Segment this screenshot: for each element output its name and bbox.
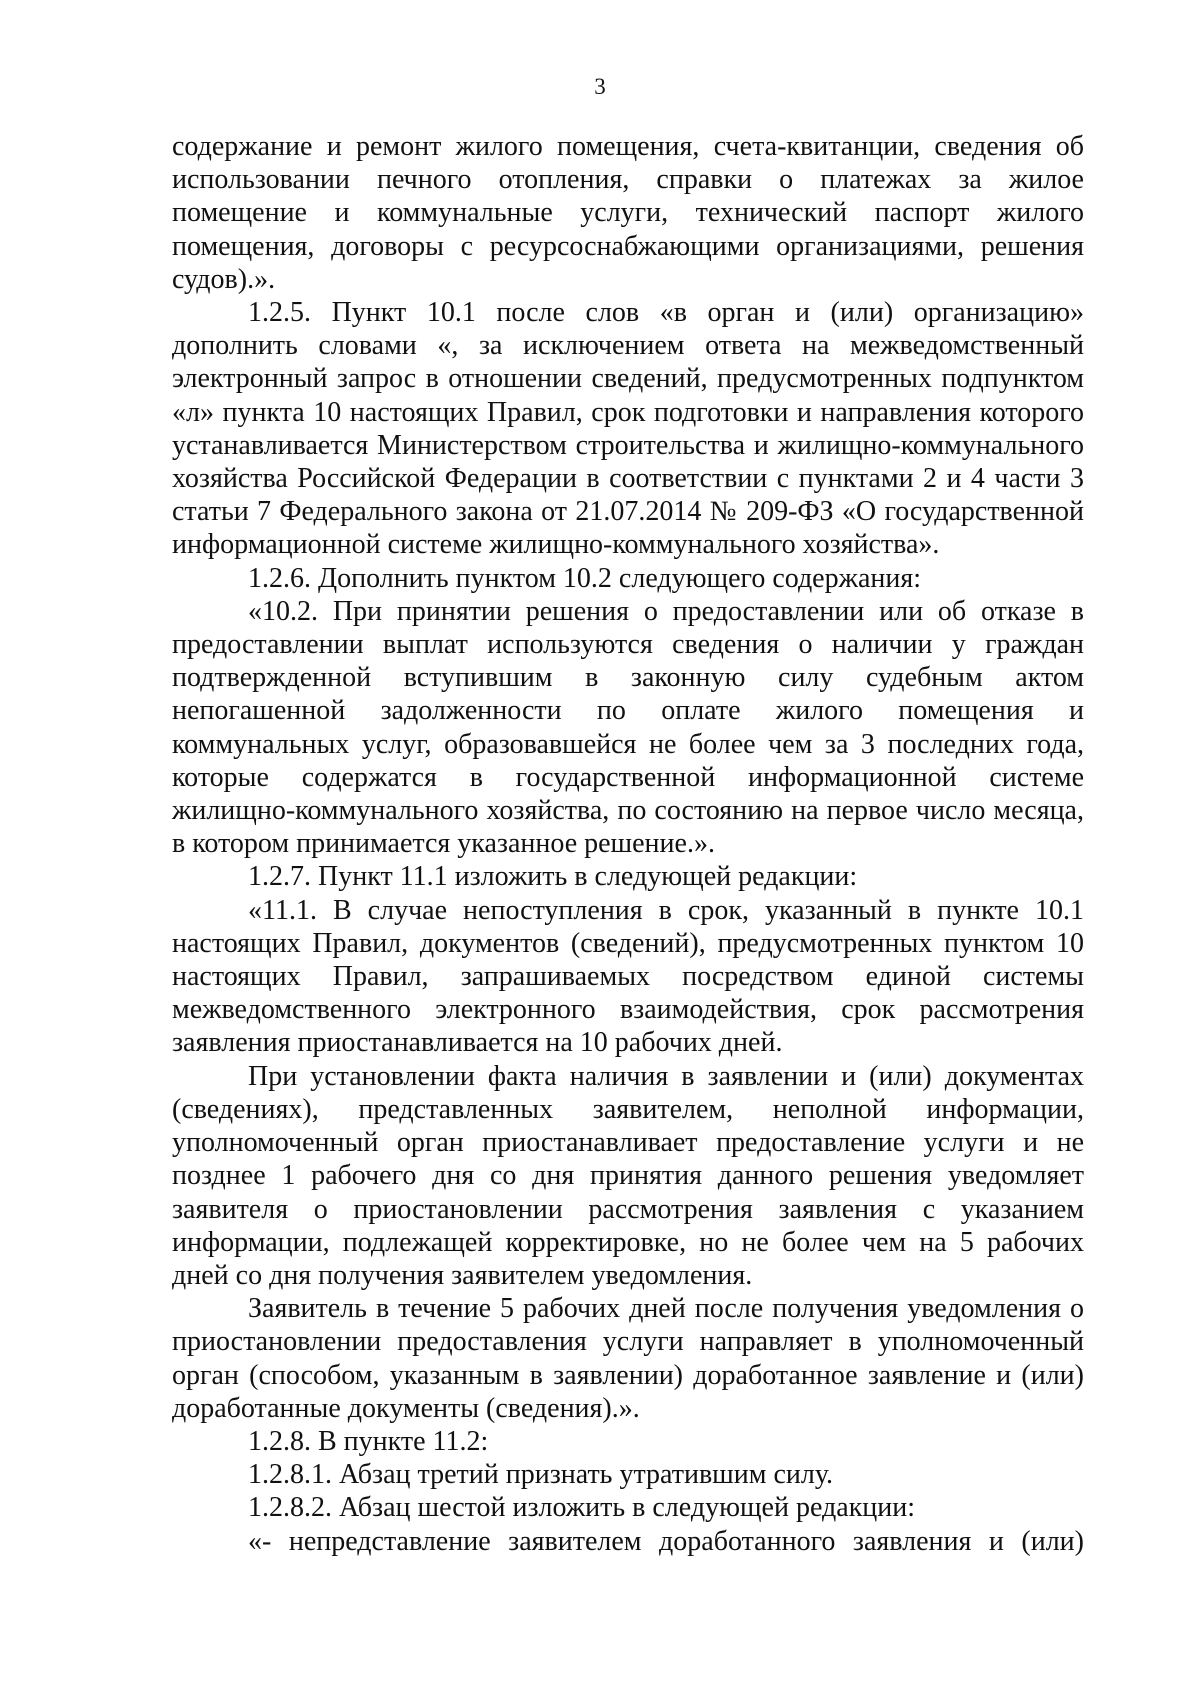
paragraph-1-2-8-1: 1.2.8.1. Абзац третий признать утратившим силу. — [248, 1459, 834, 1491]
paragraph-1-2-8: 1.2.8. В пункте 11.2: — [248, 1425, 489, 1457]
paragraph-incomplete-info: При установлении факта наличия в заявлении и (или) документах (сведениях), представленных заявителем, неполной информации, уполномоченный орган приостанавливает предоставление услуги и не позднее 1 рабочего дня со дня принятия данного решения уведомляет заявителя о приостановлении рассмотрения заявления с указанием информации, подлежащей корректировке, но не более чем на 5 рабочих дней со дня получения заявителем уведомления. — [172, 1060, 1084, 1291]
paragraph-11-1: «11.1. В случае непоступления в срок, указанный в пункте 10.1 настоящих Правил, документов (сведений), предусмотренных пунктом 10 настоящих Правил, запрашиваемых посредством единой системы межведомственного электронного взаимодействия, срок рассмотрения заявления приостанавливается на 10 рабочих дней. — [172, 894, 1084, 1059]
paragraph-1-2-5: 1.2.5. Пункт 10.1 после слов «в орган и (или) организацию» дополнить словами «, за исключением ответа на межведомственный электронный запрос в отношении сведений, предусмотренных подпунктом «л» пункта 10 настоящих Правил, срок подготовки и направления которого устанавливается Министерством строительства и жилищно-коммунального хозяйства Российской Федерации в соответствии с пунктами 2 и 4 части 3 статьи 7 Федерального закона от 21.07.2014 № 209-ФЗ «О государственной информационной системе жилищно-коммунального хозяйства». — [172, 297, 1084, 561]
paragraph-1-2-7: 1.2.7. Пункт 11.1 изложить в следующей редакции: — [248, 861, 858, 893]
paragraph-continuation: содержание и ремонт жилого помещения, счета-квитанции, сведения об использовании печного отопления, справки о платежах за жилое помещение и коммунальные услуги, технический паспорт жилого помещения, договоры с ресурсоснабжающими организациями, решения судов).». — [172, 131, 1084, 295]
paragraph-10-2: «10.2. При принятии решения о предоставлении или об отказе в предоставлении выплат используются сведения о наличии у граждан подтвержденной вступившим в законную силу судебным актом непогашенной задолженности по оплате жилого помещения и коммунальных услуг, образовавшейся не более чем за 3 последних года, которые содержатся в государственной информационной системе жилищно-коммунального хозяйства, по состоянию на первое число месяца, в котором принимается указанное решение.». — [172, 595, 1084, 860]
document-body — [172, 130, 1084, 1558]
paragraph-quoted-item: «- непредставление заявителем доработанного заявления и (или) — [248, 1525, 1084, 1557]
paragraph-1-2-6: 1.2.6. Дополнить пунктом 10.2 следующего содержания: — [248, 562, 922, 594]
paragraph-1-2-8-2: 1.2.8.2. Абзац шестой изложить в следующей редакции: — [248, 1492, 916, 1524]
paragraph-applicant-revision: Заявитель в течение 5 рабочих дней после получения уведомления о приостановлении предоставления услуги направляет в уполномоченный орган (способом, указанным в заявлении) доработанное заявление и (или) доработанные документы (сведения).». — [172, 1293, 1084, 1424]
page-number: 3 — [594, 74, 606, 99]
